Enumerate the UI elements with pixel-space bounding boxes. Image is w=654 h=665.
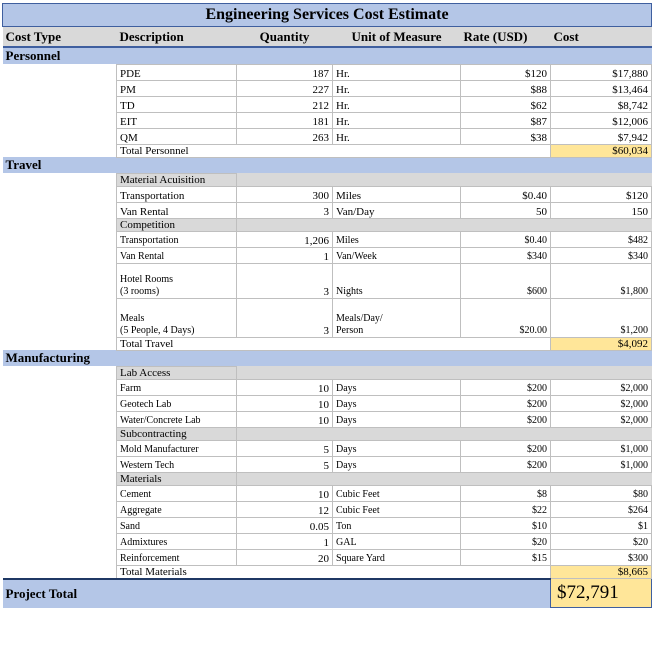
travel-sub2-rows xyxy=(3,231,652,263)
subsection-subcontracting xyxy=(3,427,652,440)
quantity-cell: 227 xyxy=(237,80,333,96)
description-cell: Reinforcement xyxy=(117,549,237,565)
header-rate: Rate (USD) xyxy=(461,27,551,48)
mfg-sub3-rows xyxy=(3,485,652,565)
table-row xyxy=(3,395,652,411)
description-cell: Sand xyxy=(117,517,237,533)
cost-cell: $1,000 xyxy=(551,440,652,456)
description-cell: Water/Concrete Lab xyxy=(117,411,237,427)
rate-cell: $120 xyxy=(461,64,551,80)
rate-cell: $200 xyxy=(461,440,551,456)
rate-cell: $340 xyxy=(461,247,551,263)
unit-cell: Days xyxy=(333,440,461,456)
materials-total-row xyxy=(3,565,652,579)
table-row xyxy=(3,231,652,247)
table-row xyxy=(3,549,652,565)
rate: $20.00 xyxy=(461,298,551,337)
unit-cell: GAL xyxy=(333,533,461,549)
quantity-cell: 5 xyxy=(237,456,333,472)
subsection-label: Competition xyxy=(117,218,237,231)
description-cell: Transportation xyxy=(117,186,237,202)
cost-cell: $80 xyxy=(551,485,652,501)
rate-cell: $200 xyxy=(461,395,551,411)
rate-cell: $62 xyxy=(461,96,551,112)
cost-cell: 150 xyxy=(551,202,652,218)
table-row xyxy=(3,80,652,96)
section-travel xyxy=(3,157,652,173)
description-cell: Geotech Lab xyxy=(117,395,237,411)
unit-cell: Hr. xyxy=(333,128,461,144)
cost-cell: $2,000 xyxy=(551,411,652,427)
qty: 3 xyxy=(237,298,333,337)
table-row-hotel xyxy=(3,263,652,298)
rate-cell: $87 xyxy=(461,112,551,128)
description-cell: Cement xyxy=(117,485,237,501)
unit-line-1: Meals/Day/ xyxy=(336,312,383,324)
cost-estimate-sheet xyxy=(2,3,651,608)
description-cell: PM xyxy=(117,80,237,96)
unit-cell: Days xyxy=(333,395,461,411)
description-cell: Van Rental xyxy=(117,202,237,218)
unit-cell: Hr. xyxy=(333,80,461,96)
rate-cell: $0.40 xyxy=(461,231,551,247)
qty: 3 xyxy=(237,263,333,298)
desc-line-1: Hotel Rooms xyxy=(120,273,174,285)
subsection-label: Materials xyxy=(117,472,237,485)
quantity-cell: 3 xyxy=(237,202,333,218)
quantity-cell: 1,206 xyxy=(237,231,333,247)
unit-cell: Van/Day xyxy=(333,202,461,218)
travel-sub1-rows xyxy=(3,186,652,218)
unit-cell: Days xyxy=(333,456,461,472)
quantity-cell: 263 xyxy=(237,128,333,144)
rate-cell: $38 xyxy=(461,128,551,144)
description-cell: Admixtures xyxy=(117,533,237,549)
unit-cell: Miles xyxy=(333,186,461,202)
header-unit: Unit of Measure xyxy=(333,27,461,48)
description-cell: Van Rental xyxy=(117,247,237,263)
table-row xyxy=(3,128,652,144)
cost-cell: $20 xyxy=(551,533,652,549)
rate-cell: $0.40 xyxy=(461,186,551,202)
table-row xyxy=(3,202,652,218)
table-row xyxy=(3,411,652,427)
rate-cell: $8 xyxy=(461,485,551,501)
subsection-label: Material Acuisition xyxy=(117,173,237,186)
table-row xyxy=(3,112,652,128)
rate-cell: $88 xyxy=(461,80,551,96)
rate-cell: $10 xyxy=(461,517,551,533)
description-cell: QM xyxy=(117,128,237,144)
unit-cell: Hr. xyxy=(333,96,461,112)
unit-cell: Hr. xyxy=(333,64,461,80)
quantity-cell: 300 xyxy=(237,186,333,202)
sheet-title: Engineering Services Cost Estimate xyxy=(3,4,652,27)
table-row xyxy=(3,501,652,517)
quantity-cell: 12 xyxy=(237,501,333,517)
total-label: Total Materials xyxy=(117,565,551,579)
rate-cell: $15 xyxy=(461,549,551,565)
quantity-cell: 1 xyxy=(237,533,333,549)
rate-cell: $20 xyxy=(461,533,551,549)
personnel-rows xyxy=(3,64,652,144)
section-manufacturing xyxy=(3,350,652,366)
table-row xyxy=(3,440,652,456)
table-row xyxy=(3,533,652,549)
unit-cell: Cubic Feet xyxy=(333,501,461,517)
rate-cell: $200 xyxy=(461,456,551,472)
rate-cell: 50 xyxy=(461,202,551,218)
total-value: $8,665 xyxy=(551,565,652,579)
desc-line-1: Meals xyxy=(120,312,145,324)
description-cell: Transportation xyxy=(117,231,237,247)
column-headers xyxy=(3,27,652,48)
cost: $1,200 xyxy=(551,298,652,337)
table-row xyxy=(3,247,652,263)
table-row xyxy=(3,186,652,202)
unit-line-2: Person xyxy=(336,324,364,336)
cost-cell: $120 xyxy=(551,186,652,202)
mfg-sub1-rows xyxy=(3,379,652,427)
section-name: Travel xyxy=(3,157,117,173)
table-row xyxy=(3,517,652,533)
total-value: $60,034 xyxy=(551,144,652,157)
subsection-materials xyxy=(3,472,652,485)
unit-cell: Miles xyxy=(333,231,461,247)
description-cell: Mold Manufacturer xyxy=(117,440,237,456)
rate-cell: $200 xyxy=(461,411,551,427)
personnel-total-row xyxy=(3,144,652,157)
rate-cell: $22 xyxy=(461,501,551,517)
table-row xyxy=(3,485,652,501)
travel-total-row xyxy=(3,337,652,350)
mfg-sub2-rows xyxy=(3,440,652,472)
quantity-cell: 5 xyxy=(237,440,333,456)
rate-cell: $200 xyxy=(461,379,551,395)
unit-cell: Square Yard xyxy=(333,549,461,565)
subsection-label: Lab Access xyxy=(117,366,237,379)
total-value: $4,092 xyxy=(551,337,652,350)
desc-line-2: (5 People, 4 Days) xyxy=(120,324,195,336)
section-name: Personnel xyxy=(3,47,117,64)
rate: $600 xyxy=(461,263,551,298)
unit-cell: Days xyxy=(333,411,461,427)
quantity-cell: 10 xyxy=(237,411,333,427)
subsection-lab-access xyxy=(3,366,652,379)
quantity-cell: 1 xyxy=(237,247,333,263)
cost-cell: $1,000 xyxy=(551,456,652,472)
estimate-table xyxy=(2,3,652,608)
unit-cell: Ton xyxy=(333,517,461,533)
project-total-row xyxy=(3,579,652,608)
description-cell: Western Tech xyxy=(117,456,237,472)
quantity-cell: 187 xyxy=(237,64,333,80)
header-description: Description xyxy=(117,27,237,48)
subsection-material-acquisition xyxy=(3,173,652,186)
unit-cell: Cubic Feet xyxy=(333,485,461,501)
section-name: Manufacturing xyxy=(3,350,117,366)
table-row xyxy=(3,456,652,472)
unit-cell: Days xyxy=(333,379,461,395)
description-cell: Aggregate xyxy=(117,501,237,517)
cost-cell: $340 xyxy=(551,247,652,263)
table-row xyxy=(3,64,652,80)
header-cost: Cost xyxy=(551,27,652,48)
cost-cell: $1 xyxy=(551,517,652,533)
unit: Nights xyxy=(333,263,461,298)
description-cell: PDE xyxy=(117,64,237,80)
cost-cell: $8,742 xyxy=(551,96,652,112)
description-cell: EIT xyxy=(117,112,237,128)
unit-cell: Hr. xyxy=(333,112,461,128)
quantity-cell: 10 xyxy=(237,379,333,395)
quantity-cell: 181 xyxy=(237,112,333,128)
cost-cell: $264 xyxy=(551,501,652,517)
quantity-cell: 0.05 xyxy=(237,517,333,533)
cost-cell: $12,006 xyxy=(551,112,652,128)
cost: $1,800 xyxy=(551,263,652,298)
cost-cell: $7,942 xyxy=(551,128,652,144)
cost-cell: $2,000 xyxy=(551,395,652,411)
table-row xyxy=(3,96,652,112)
header-quantity: Quantity xyxy=(237,27,333,48)
quantity-cell: 20 xyxy=(237,549,333,565)
quantity-cell: 10 xyxy=(237,485,333,501)
header-cost-type: Cost Type xyxy=(3,27,117,48)
description-cell: TD xyxy=(117,96,237,112)
desc-line-2: (3 rooms) xyxy=(120,285,160,297)
section-personnel xyxy=(3,47,652,64)
description-cell: Farm xyxy=(117,379,237,395)
total-label: Total Travel xyxy=(117,337,551,350)
project-total-value: $72,791 xyxy=(551,579,652,608)
cost-cell: $13,464 xyxy=(551,80,652,96)
quantity-cell: 212 xyxy=(237,96,333,112)
project-total-label: Project Total xyxy=(3,579,117,608)
cost-cell: $17,880 xyxy=(551,64,652,80)
subsection-competition xyxy=(3,218,652,231)
unit-cell: Van/Week xyxy=(333,247,461,263)
cost-cell: $300 xyxy=(551,549,652,565)
cost-cell: $482 xyxy=(551,231,652,247)
quantity-cell: 10 xyxy=(237,395,333,411)
total-label: Total Personnel xyxy=(117,144,551,157)
table-row-meals xyxy=(3,298,652,337)
subsection-label: Subcontracting xyxy=(117,427,237,440)
table-row xyxy=(3,379,652,395)
cost-cell: $2,000 xyxy=(551,379,652,395)
